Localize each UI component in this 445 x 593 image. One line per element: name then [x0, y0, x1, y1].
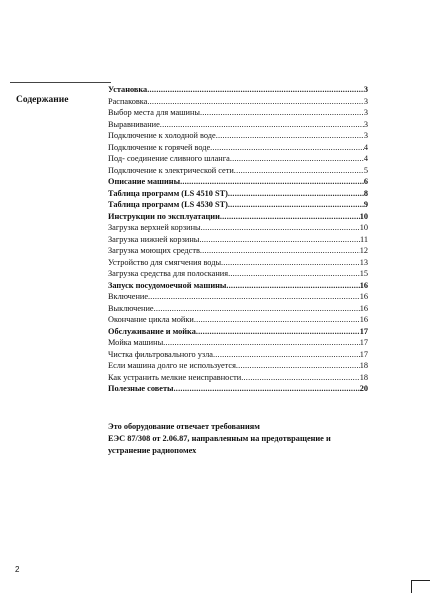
toc-entry-title: Если машина долго не используется — [108, 361, 236, 370]
page-number: 2 — [15, 565, 20, 574]
toc-dot-leader — [230, 153, 364, 165]
toc-entry-title: Обслуживание и мойка — [108, 326, 196, 336]
compliance-note-line: Это оборудование отвечает требованиям — [108, 422, 260, 431]
toc-entry-page: 13 — [359, 257, 368, 267]
compliance-note-line: устранение радиопомех — [108, 446, 197, 455]
toc-entry-title: Загрузка средства для полоскания — [108, 269, 229, 278]
toc-entry-title: Загрузка верхней корзины — [108, 223, 201, 232]
toc-entry-title: Под- соединение сливного шланга — [108, 154, 230, 163]
toc-entry-page: 11 — [360, 234, 368, 244]
toc-entry-page: 17 — [359, 326, 368, 336]
toc-entry — [108, 107, 368, 119]
toc-dot-leader — [236, 360, 360, 372]
toc-section-entry — [108, 176, 368, 188]
toc-dot-leader — [241, 372, 359, 384]
toc-entry-title: Окончание цикла мойки — [108, 315, 194, 324]
toc-entry-page: 4 — [363, 142, 368, 152]
toc-entry-page: 16 — [359, 303, 368, 313]
toc-entry-title: Включение — [108, 292, 149, 301]
toc-entry-title: Подключение к электрической сети — [108, 165, 234, 175]
toc-dot-leader — [147, 84, 364, 96]
toc-entry-title: Описание машины — [108, 177, 181, 186]
toc-entry-page: 4 — [363, 154, 368, 163]
toc-entry-title: Загрузка нижней корзины — [108, 234, 200, 244]
toc-dot-leader — [200, 245, 360, 257]
toc-entry — [108, 142, 368, 154]
toc-entry — [108, 153, 368, 165]
toc-entry-page: 3 — [363, 85, 368, 94]
toc-dot-leader — [210, 142, 364, 154]
toc-entry-page: 9 — [363, 200, 368, 209]
toc-dot-leader — [196, 326, 360, 338]
toc-entry-page: 3 — [363, 108, 368, 117]
toc-entry — [108, 130, 368, 142]
toc-entry — [108, 257, 368, 269]
toc-entry-title: Установка — [108, 85, 148, 94]
toc-entry-title: Выравнивание — [108, 119, 160, 129]
toc-entry — [108, 222, 368, 234]
toc-dot-leader — [228, 188, 364, 200]
toc-entry — [108, 96, 368, 108]
toc-entry-page: 17 — [359, 338, 368, 347]
section-title: Содержание — [16, 95, 69, 105]
toc-entry — [108, 268, 368, 280]
toc-entry — [108, 372, 368, 384]
toc-entry-page: 10 — [359, 211, 368, 221]
toc-entry-page: 3 — [363, 119, 368, 129]
toc-entry-page: 8 — [363, 188, 368, 198]
toc-entry-page: 5 — [363, 165, 368, 175]
toc-entry-title: Устройство для смягчения воды — [108, 257, 222, 267]
toc-entry-page: 16 — [359, 292, 368, 301]
toc-entry-page: 18 — [359, 372, 368, 382]
toc-entry — [108, 245, 368, 257]
toc-entry — [108, 360, 368, 372]
toc-dot-leader — [174, 383, 360, 395]
toc-entry-title: Чистка фильтровального узла — [108, 349, 213, 359]
toc-entry-page: 16 — [359, 280, 368, 290]
toc-section-entry — [108, 280, 368, 292]
toc-entry-page: 12 — [359, 246, 368, 255]
toc-dot-leader — [226, 280, 359, 292]
toc-section-entry — [108, 199, 368, 211]
toc-dot-leader — [180, 176, 364, 188]
toc-dot-leader — [154, 303, 360, 315]
toc-entry-title: Запуск посудомоечной машины — [108, 280, 227, 290]
toc-dot-leader — [228, 268, 360, 280]
compliance-note-line: ЕЭС 87/308 от 2.06.87, направленным на предотвращение и — [108, 434, 331, 443]
toc-entry-title: Распаковка — [108, 96, 148, 106]
toc-entry-title: Подключение к горячей воде — [108, 142, 211, 152]
toc-dot-leader — [200, 107, 364, 119]
table-of-contents — [108, 84, 368, 395]
toc-entry — [108, 165, 368, 177]
toc-dot-leader — [216, 130, 364, 142]
toc-dot-leader — [220, 211, 360, 223]
toc-entry-page: 17 — [359, 349, 368, 359]
toc-entry — [108, 314, 368, 326]
toc-dot-leader — [147, 96, 363, 108]
toc-section-entry — [108, 188, 368, 200]
toc-dot-leader — [201, 222, 360, 234]
toc-entry-title: Инструкции по эксплуатации — [108, 211, 220, 221]
toc-entry-title: Загрузка моющих средств — [108, 246, 200, 255]
toc-entry-title: Выбор места для машины — [108, 108, 200, 117]
toc-entry — [108, 291, 368, 303]
toc-section-entry — [108, 383, 368, 395]
toc-entry-page: 15 — [359, 269, 368, 278]
toc-entry — [108, 234, 368, 246]
toc-dot-leader — [228, 199, 364, 211]
toc-section-entry — [108, 326, 368, 338]
toc-dot-leader — [234, 165, 364, 177]
toc-dot-leader — [160, 119, 364, 131]
toc-entry-title: Как устранить мелкие неисправности — [108, 372, 242, 382]
toc-entry-page: 18 — [359, 361, 368, 370]
toc-dot-leader — [221, 257, 360, 269]
toc-entry — [108, 303, 368, 315]
toc-entry-title: Полезные советы — [108, 384, 174, 393]
toc-dot-leader — [163, 337, 360, 349]
toc-entry-title: Таблица программ (LS 4530 ST) — [108, 200, 228, 209]
toc-dot-leader — [148, 291, 360, 303]
toc-dot-leader — [194, 314, 360, 326]
toc-entry-title: Выключение — [108, 303, 154, 313]
toc-dot-leader — [213, 349, 360, 361]
toc-entry — [108, 337, 368, 349]
crop-mark — [411, 580, 430, 593]
toc-entry-page: 3 — [363, 96, 368, 106]
toc-entry-page: 6 — [363, 177, 368, 186]
toc-entry — [108, 119, 368, 131]
toc-entry-title: Таблица программ (LS 4510 ST) — [108, 188, 228, 198]
toc-dot-leader — [199, 234, 360, 246]
toc-section-entry — [108, 84, 368, 96]
toc-entry-page: 10 — [359, 223, 368, 232]
toc-entry-title: Подключение к холодной воде — [108, 131, 216, 140]
toc-entry-title: Мойка машины — [108, 338, 164, 347]
header-rule — [10, 82, 111, 83]
compliance-note — [108, 421, 398, 457]
toc-section-entry — [108, 211, 368, 223]
toc-entry-page: 20 — [359, 384, 368, 393]
toc-entry — [108, 349, 368, 361]
toc-entry-page: 3 — [363, 131, 368, 140]
toc-entry-page: 16 — [359, 315, 368, 324]
